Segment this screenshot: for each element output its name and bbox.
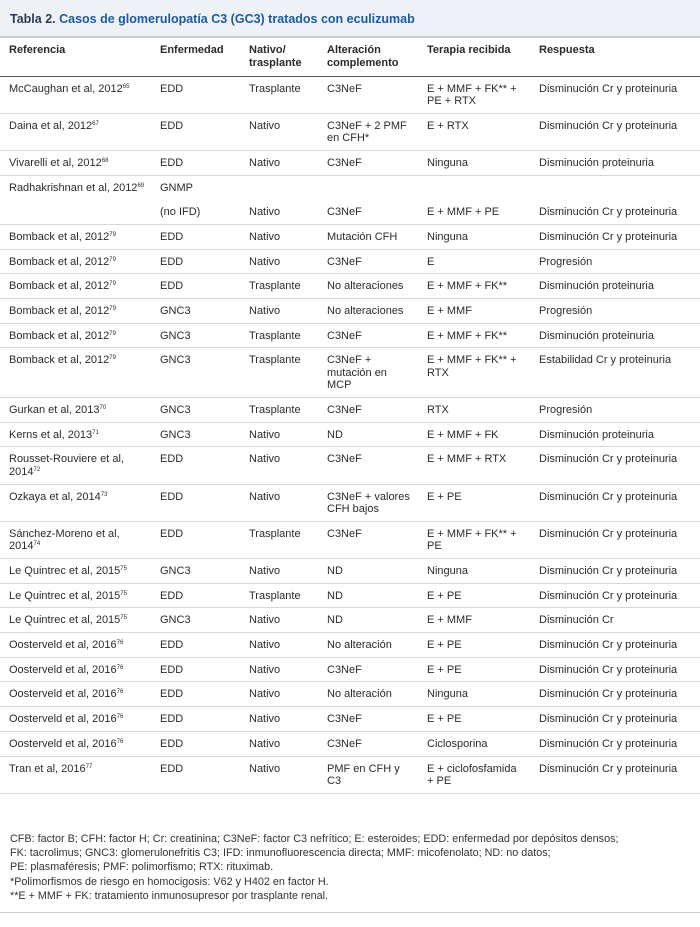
table-row [0,224,700,249]
cell-terapia: E + MMF + PE [427,205,500,218]
cell-nativo-trasplante: Nativo [249,119,281,132]
header-respuesta: Respuesta [539,44,595,56]
cell-respuesta: Estabilidad Cr y proteinuria [539,354,672,367]
cell-referencia: Ozkaya et al, 2014$^{73}$ [9,490,108,503]
cell-alteracion-complemento: C3NeF [327,663,362,676]
reference-citation: 79 [109,281,116,288]
cell-respuesta: Disminución Cr y proteinuria [539,713,678,726]
cell-enfermedad: EDD [160,490,184,503]
cell-referencia: Bomback et al, 2012$^{79}$ [9,329,116,342]
cell-nativo-trasplante: Trasplante [249,404,301,417]
cell-referencia: Bomback et al, 2012$^{79}$ [9,354,116,367]
header-terapia-recibida: Terapia recibida [427,44,511,56]
reference-citation: 79 [109,330,116,337]
cell-terapia: E + MMF + FK** [427,280,508,293]
cell-respuesta: Disminución Cr y proteinuria [539,589,678,602]
cell-enfermedad: GNC3 [160,305,191,317]
cell-referencia: Le Quintrec et al, 2015$^{75}$ [9,614,127,627]
cell-enfermedad: EDD [160,713,184,726]
cell-respuesta: Disminución proteinuria [539,329,654,342]
cell-respuesta: Disminución Cr y proteinuria [539,490,678,503]
cell-terapia: E + MMF + FK** + PE [427,527,517,553]
cell-terapia [418,175,530,200]
cell-alteracion-complemento: C3NeF [327,156,362,169]
table-row [0,76,700,113]
cell-enfermedad: GNMP [160,181,193,194]
cell-terapia: RTX [427,404,449,417]
table-row [0,608,700,633]
table-body [0,76,700,793]
cell-alteracion-complemento: C3NeF + valores CFH bajos [327,490,410,516]
cell-nativo-trasplante: Nativo [249,255,281,268]
table-row [0,299,700,324]
cell-nativo-trasplante: Trasplante [249,527,301,540]
cell-respuesta [530,175,700,200]
footnote-line: *Polimorfismos de riesgo en homocigosis: V62 y H402 en factor H. [10,875,329,888]
cell-enfermedad: GNC3 [160,428,191,441]
cell-nativo-trasplante: Nativo [249,428,281,441]
cell-respuesta: Disminución Cr y proteinuria [539,663,678,676]
cell-enfermedad: EDD [160,82,184,95]
cell-referencia: Bomback et al, 2012$^{79}$ [9,280,116,293]
cell-alteracion-complemento: ND [327,565,343,577]
cell-respuesta: Disminución Cr y proteinuria [539,688,678,701]
cell-referencia: Oosterveld et al, 2016$^{76}$ [9,737,124,750]
cell-terapia: E + PE [427,589,462,602]
cell-terapia: E + PE [427,490,462,503]
cell-nativo-trasplante: Nativo [249,230,281,243]
header-alteracion-complemento: Alteración complemento [327,44,399,69]
cell-enfermedad: EDD [160,527,184,540]
cell-terapia: E + MMF + FK [427,428,499,441]
table-row [0,200,700,225]
cell-enfermedad: GNC3 [160,565,191,577]
cell-alteracion-complemento: PMF en CFH y C3 [327,762,400,787]
cell-respuesta: Progresión [539,404,593,417]
cell-referencia: Le Quintrec et al, 2015$^{75}$ [9,589,127,602]
cell-terapia: E + ciclofosfamida + PE [427,762,517,787]
table-row [0,150,700,175]
cell-terapia: E + MMF + FK** + RTX [427,354,517,379]
cell-nativo-trasplante [240,175,318,200]
reference-citation: 75 [120,590,127,597]
cell-alteracion-complemento: C3NeF [327,329,362,342]
cell-respuesta: Disminución Cr y proteinuria [539,762,678,775]
cell-referencia: Kerns et al, 2013$^{71}$ [9,428,99,441]
cell-enfermedad: GNC3 [160,404,191,417]
cell-nativo-trasplante: Nativo [249,639,281,652]
cell-respuesta: Disminución Cr y proteinuria [539,82,678,95]
reference-citation: 76 [116,664,124,671]
cell-referencia [0,200,151,225]
cell-enfermedad: EDD [160,589,184,602]
cell-alteracion-complemento: No alteraciones [327,280,404,293]
cell-alteracion-complemento: No alteraciones [327,305,404,317]
cell-enfermedad: GNC3 [160,354,191,367]
cell-terapia: E + MMF + FK** [427,329,508,342]
table-row [0,657,700,682]
cell-nativo-trasplante: Nativo [249,565,281,577]
table-title [0,0,700,38]
cell-referencia: Rousset-Rouviere et al, 2014$^{72}$ [9,453,124,478]
cell-respuesta: Progresión [539,255,593,268]
cell-enfermedad: EDD [160,663,184,676]
cell-enfermedad: GNC3 [160,329,191,342]
cell-alteracion-complemento: C3NeF [327,713,362,726]
cell-enfermedad: EDD [160,230,184,243]
cell-terapia: Ciclosporina [427,737,488,750]
table-row [0,274,700,299]
cell-nativo-trasplante: Nativo [249,713,281,726]
cell-respuesta: Disminución Cr y proteinuria [539,565,678,577]
cell-nativo-trasplante: Trasplante [249,280,301,293]
cell-referencia: Bomback et al, 2012$^{79}$ [9,230,116,243]
cell-alteracion-complemento: C3NeF [327,737,362,750]
reference-citation: 70 [99,405,107,412]
cell-enfermedad: EDD [160,737,184,750]
cell-respuesta: Disminución Cr y proteinuria [539,639,678,652]
reference-citation: 79 [109,306,116,312]
table-row [0,756,700,793]
cell-respuesta: Progresión [539,305,593,317]
footnote-line: FK: tacrolimus; GNC3: glomerulonefritis C3; IFD: inmunofluorescencia directa; MMF: micofenolato; ND: no datos; [10,847,551,860]
table-row [0,249,700,274]
cell-alteracion-complemento [318,175,418,200]
cell-enfermedad: EDD [160,119,184,132]
reference-citation: 76 [116,640,124,647]
cell-nativo-trasplante: Nativo [249,737,281,750]
table-row [0,583,700,608]
cell-respuesta: Disminución proteinuria [539,156,654,169]
cell-nativo-trasplante: Trasplante [249,329,301,342]
cell-nativo-trasplante: Nativo [249,453,281,466]
cell-terapia: E + MMF + RTX [427,453,507,466]
cell-respuesta: Disminución proteinuria [539,428,654,441]
cell-enfermedad: EDD [160,280,184,293]
cell-alteracion-complemento: ND [327,428,343,441]
footnotes [10,832,695,903]
cell-nativo-trasplante: Trasplante [249,589,301,602]
cell-terapia: Ninguna [427,565,468,577]
cell-enfermedad: EDD [160,639,184,652]
cell-terapia: E + MMF [427,614,472,627]
table-row [0,707,700,732]
cell-referencia: Sánchez-Moreno et al, 2014$^{74}$ [9,527,120,553]
cell-enfermedad: EDD [160,255,184,268]
cell-alteracion-complemento: No alteración [327,688,392,701]
reference-citation: 77 [85,763,93,770]
cell-referencia: Oosterveld et al, 2016$^{76}$ [9,639,124,652]
cell-referencia: Bomback et al, 2012$^{79}$ [9,305,116,317]
cell-referencia: Tran et al, 2016$^{77}$ [9,762,93,775]
cell-enfermedad: (no IFD) [160,205,201,218]
cell-terapia: Ninguna [427,230,468,243]
table-caption: Casos de glomerulopatía C3 (GC3) tratados con eculizumab [59,12,415,26]
table-row [0,398,700,423]
table-row [0,113,700,150]
reference-citation: 76 [116,714,124,721]
cell-nativo-trasplante: Nativo [249,762,281,775]
cell-respuesta: Disminución Cr y proteinuria [539,737,678,750]
cell-terapia: Ninguna [427,688,468,701]
table-row [0,348,700,398]
table-label: Tabla 2. [10,12,56,26]
header-row [0,38,700,76]
reference-citation: 72 [33,466,41,473]
cell-enfermedad: EDD [160,156,184,169]
cell-nativo-trasplante: Nativo [249,688,281,701]
cell-terapia: E + PE [427,663,462,676]
cell-terapia: Ninguna [427,156,468,169]
reference-citation: 69 [137,182,145,189]
cell-nativo-trasplante: Trasplante [249,354,301,367]
header-referencia: Referencia [9,44,66,56]
reference-citation: 74 [33,541,41,548]
cell-nativo-trasplante: Nativo [249,490,281,503]
footnote-line: **E + MMF + FK: tratamiento inmunosupresor por trasplante renal. [10,889,329,902]
cell-referencia: Le Quintrec et al, 2015$^{75}$ [9,565,127,577]
table-row [0,633,700,658]
cell-alteracion-complemento: C3NeF [327,453,362,466]
cell-referencia: Oosterveld et al, 2016$^{76}$ [9,688,124,701]
reference-citation: 76 [116,738,124,745]
cases-table [0,38,700,794]
table-row [0,447,700,484]
cell-respuesta: Disminución Cr [539,614,614,627]
cell-respuesta: Disminución Cr y proteinuria [539,453,678,466]
cell-referencia: Bomback et al, 2012$^{79}$ [9,255,116,268]
reference-citation: 76 [116,689,124,696]
cell-alteracion-complemento: C3NeF [327,527,362,540]
reference-citation: 65 [122,83,130,90]
cell-referencia: Gurkan et al, 2013$^{70}$ [9,404,107,417]
cell-respuesta: Disminución proteinuria [539,280,654,293]
cell-respuesta: Disminución Cr y proteinuria [539,230,678,243]
reference-citation: 79 [109,355,116,362]
cell-terapia: E + RTX [427,119,469,132]
cell-nativo-trasplante: Trasplante [249,82,301,95]
cell-enfermedad: GNC3 [160,614,191,627]
cell-enfermedad: EDD [160,688,184,701]
reference-citation: 71 [92,429,99,436]
cell-nativo-trasplante: Nativo [249,305,281,317]
cell-referencia: McCaughan et al, 2012$^{65}$ [9,82,130,95]
table-row [0,323,700,348]
cell-terapia: E + MMF + FK** + PE + RTX [427,82,517,107]
cell-nativo-trasplante: Nativo [249,156,281,169]
footnote-line: PE: plasmaféresis; PMF: polimorfismo; RTX: rituximab. [10,861,274,874]
reference-citation: 68 [101,157,109,164]
reference-citation: 79 [109,231,116,238]
table-row [0,484,700,521]
reference-citation: 79 [109,256,116,263]
cell-nativo-trasplante: Nativo [249,205,281,218]
cell-nativo-trasplante: Nativo [249,663,281,676]
cell-referencia: Vivarelli et al, 2012$^{68}$ [9,156,109,169]
cell-terapia: E + MMF [427,305,472,317]
reference-citation: 67 [92,120,99,127]
table-row [0,422,700,447]
cell-alteracion-complemento: C3NeF [327,255,362,268]
cell-terapia: E + PE [427,713,462,726]
reference-citation: 75 [120,615,127,622]
cell-alteracion-complemento: Mutación CFH [327,230,398,243]
cell-referencia: Oosterveld et al, 2016$^{76}$ [9,713,124,726]
cell-alteracion-complemento: C3NeF [327,82,362,95]
cell-alteracion-complemento: ND [327,589,343,602]
cell-respuesta: Disminución Cr y proteinuria [539,527,678,540]
header-enfermedad: Enfermedad [160,44,224,56]
header-nativo-trasplante: Nativo/ trasplante [249,44,302,69]
cell-alteracion-complemento: C3NeF + mutación en MCP [327,354,387,392]
cell-nativo-trasplante: Nativo [249,614,281,627]
cell-respuesta: Disminución Cr y proteinuria [539,205,678,218]
table-row [0,731,700,756]
table-row [0,521,700,558]
cell-referencia: Daina et al, 2012$^{67}$ [9,119,99,132]
table-row [0,175,700,200]
footnote-line: CFB: factor B; CFH: factor H; Cr: creatinina; C3NeF: factor C3 nefrítico; E: esteroides; EDD: enfermedad por depósitos densos; [10,833,619,845]
table-row [0,559,700,584]
cell-enfermedad: EDD [160,453,184,466]
cell-alteracion-complemento: No alteración [327,639,392,652]
cell-referencia: Radhakrishnan et al, 2012$^{69}$ [9,181,145,194]
cell-alteracion-complemento: C3NeF + 2 PMF en CFH* [327,119,407,145]
cell-referencia: Oosterveld et al, 2016$^{76}$ [9,663,124,676]
reference-citation: 73 [100,491,108,498]
cell-terapia: E [427,255,435,268]
bottom-divider [0,912,700,913]
cell-alteracion-complemento: C3NeF [327,404,362,417]
reference-citation: 75 [120,566,127,572]
table-row [0,682,700,707]
cell-alteracion-complemento: ND [327,614,343,627]
cell-terapia: E + PE [427,639,462,652]
cell-alteracion-complemento: C3NeF [327,205,362,218]
cell-respuesta: Disminución Cr y proteinuria [539,119,678,132]
cell-enfermedad: EDD [160,762,184,775]
